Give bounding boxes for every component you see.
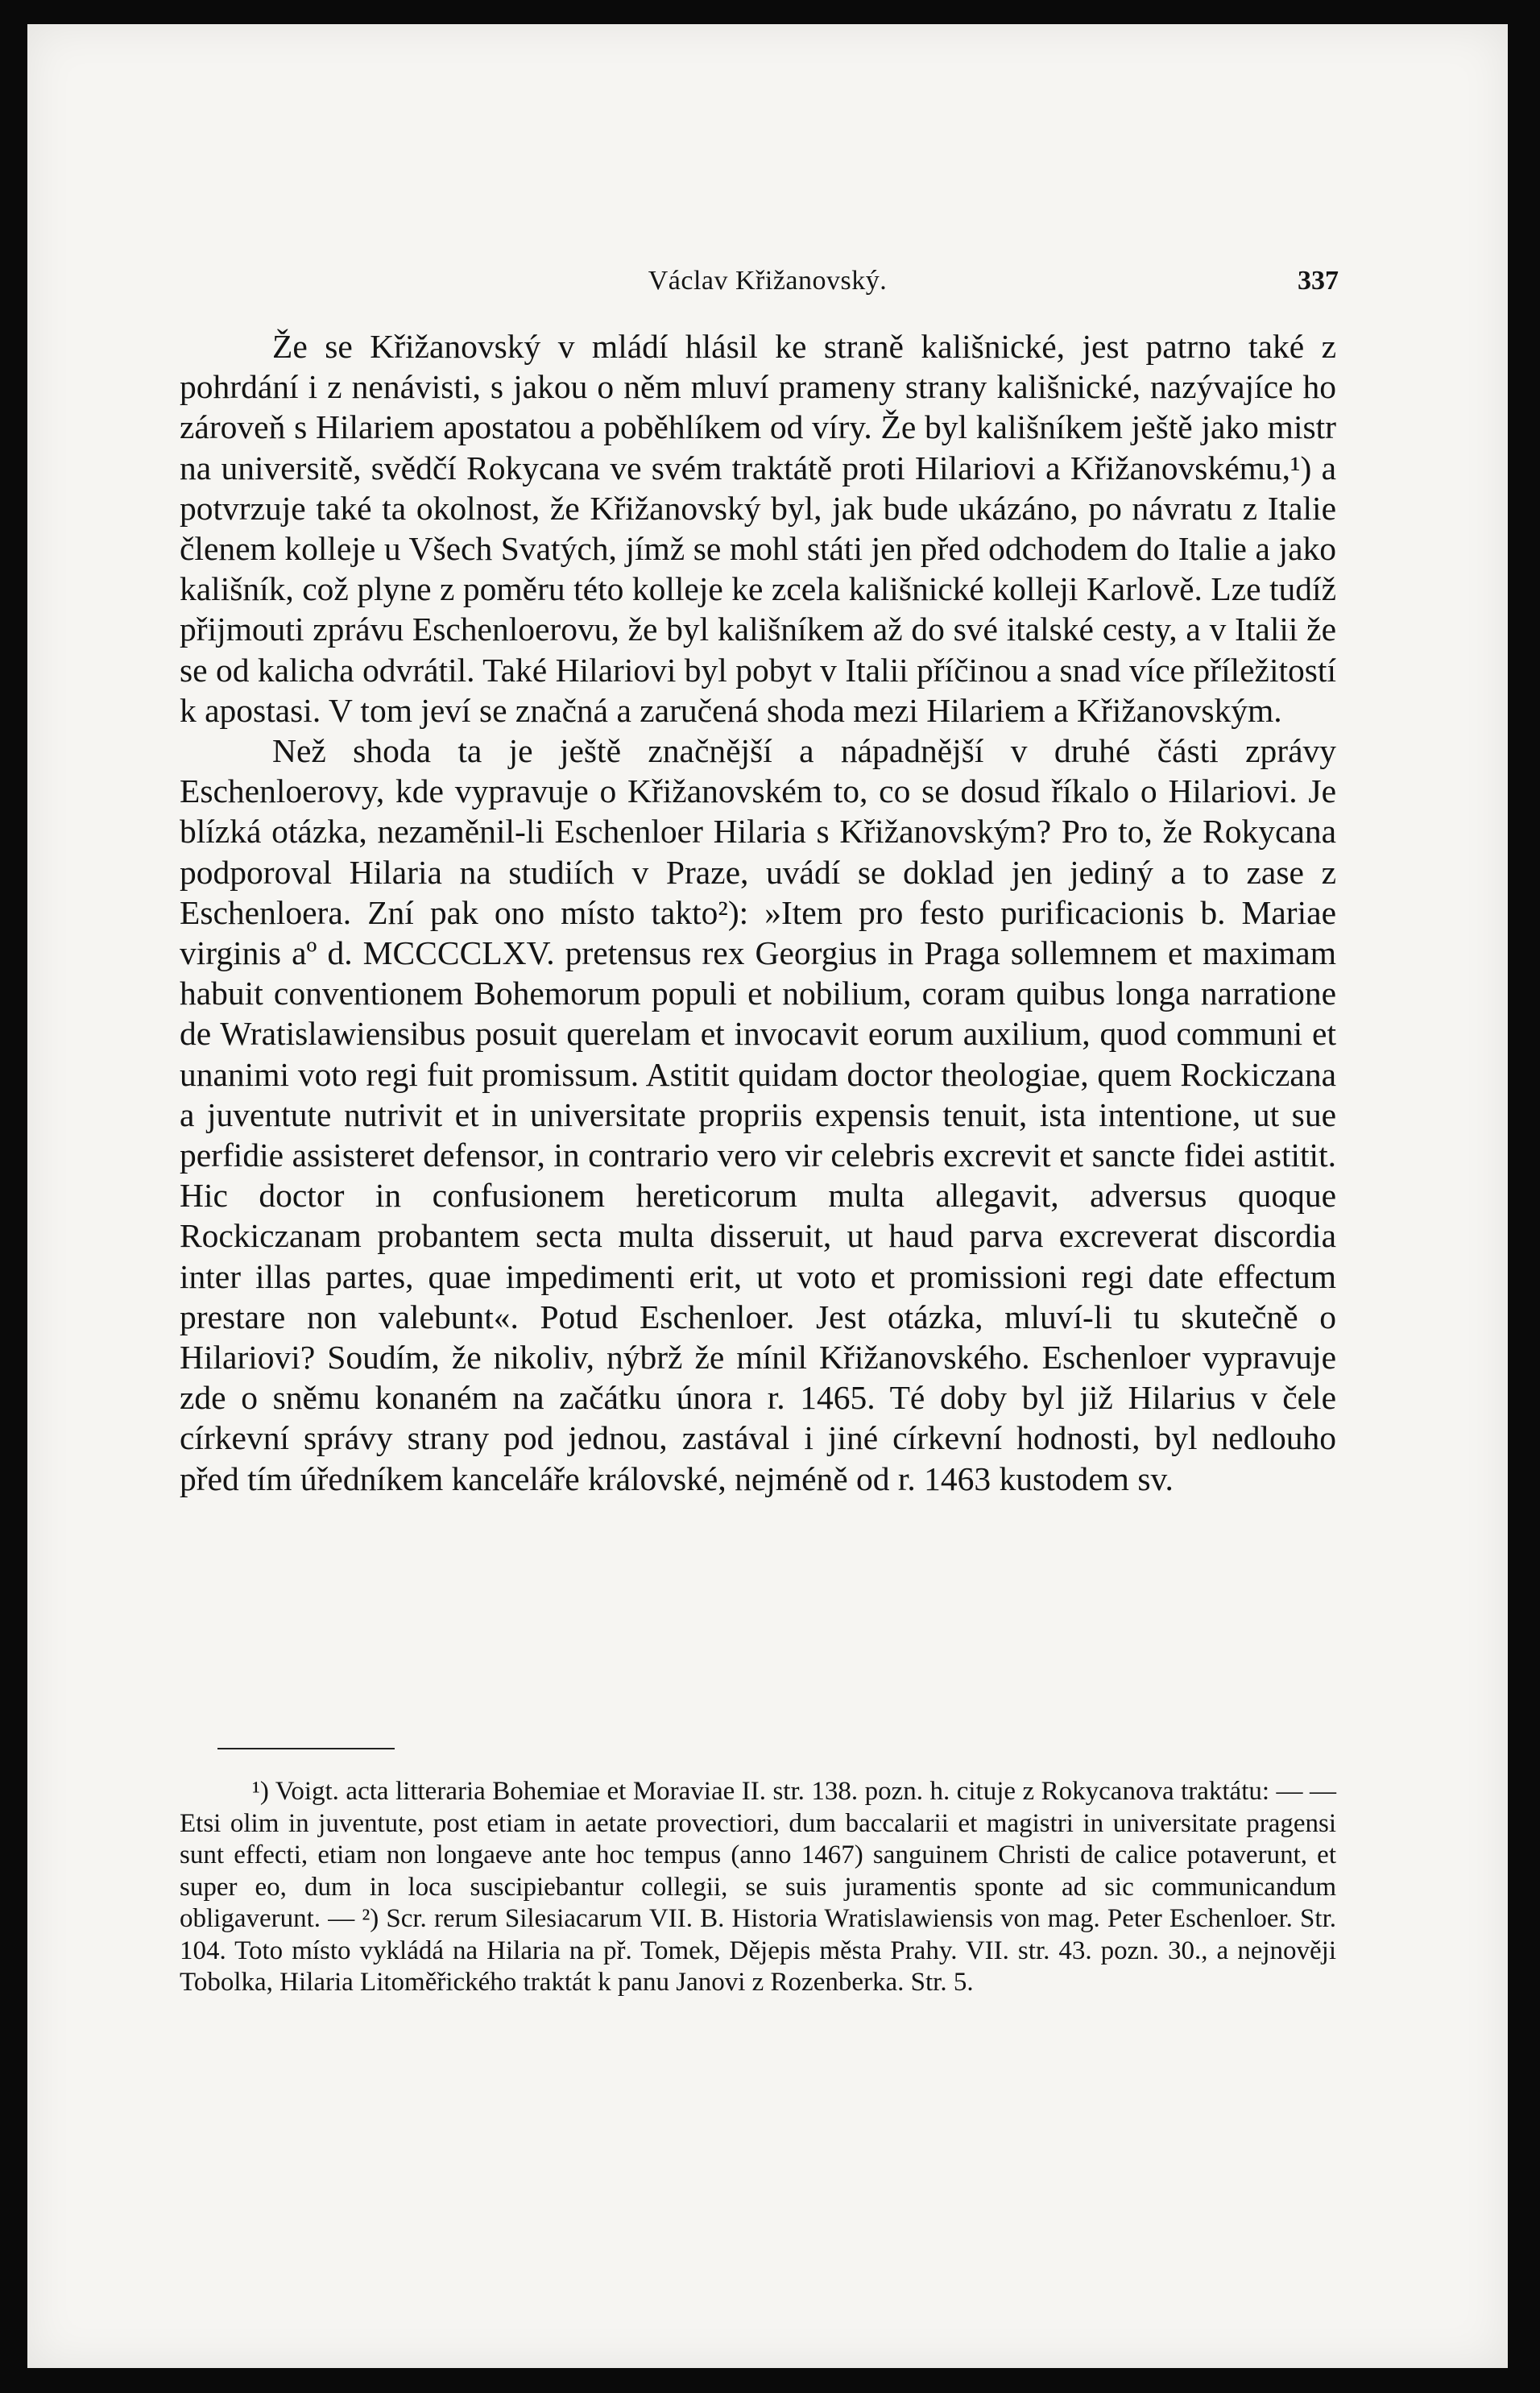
page-number: 337 bbox=[1298, 266, 1339, 296]
running-title: Václav Křižanovský. bbox=[648, 266, 888, 296]
footnote-separator bbox=[217, 1748, 395, 1749]
main-text bbox=[180, 326, 1336, 1499]
paragraph: Než shoda ta je ještě značnější a nápadnější v druhé části zprávy Eschenloerovy, kde vypravuje o Křižanovském to, co se dosud říkalo o Hilariovi. Je blízká otázka, nezaměnil-li Eschenloer Hilaria s Křižanovským? Pro to, že Rokycana podporoval Hilaria na studiích v Praze, uvádí se doklad jen jediný a to zase z Eschenloera. Zní pak ono místo takto²): »Item pro festo purificacionis b. Mariae virginis aº d. MCCCCLXV. pretensus rex Georgius in Praga sollemnem et maximam habuit conventionem Bohemorum populi et nobilium, coram quibus longa narratione de Wratislawiensibus posuit querelam et invocavit eorum auxilium, quod communi et unanimi voto regi fuit promissum. Astitit quidam doctor theologiae, quem Rockiczana a juventute nutrivit et in universitate propriis expensis tenuit, ista intentione, ut sue perfidie assisteret defensor, in contrario vero vir celebris excrevit et sancte fidei astitit. Hic doctor in confusionem hereticorum multa allegavit, adversus quoque Rockiczanam probantem secta multa disseruit, ut haud parva excreverat discordia inter illas partes, quae impedimenti erit, ut voto et promissioni regi date effectum prestare non valebunt«. Potud Eschenloer. Jest otázka, mluví-li tu skutečně o Hilariovi? Soudím, že nikoliv, nýbrž že mínil Křižanovského. Eschenloer vypravuje zde o sněmu konaném na začátku února r. 1465. Té doby byl již Hilarius v čele církevní správy strany pod jednou, zastával i jiné církevní hodnosti, byl nedlouho před tím úředníkem kanceláře královské, nejméně od r. 1463 kustodem sv. bbox=[180, 732, 1336, 1497]
paragraph: Že se Křižanovský v mládí hlásil ke straně kališnické, jest patrno také z pohrdání i z nenávisti, s jakou o něm mluví prameny strany kališnické, nazývajíce ho zároveň s Hilariem apostatou a poběhlíkem od víry. Že byl kališníkem ještě jako mistr na universitě, svědčí Rokycana ve svém traktátě proti Hilariovi a Křižanovskému,¹) a potvrzuje také ta okolnost, že Křižanovský byl, jak bude ukázáno, po návratu z Italie členem kolleje u Všech Svatých, jímž se mohl státi jen před odchodem do Italie a jako kališník, což plyne z poměru této kolleje ke zcela kališnické kolleji Karlově. Lze tudíž přijmouti zprávu Eschenloerovu, že byl kališníkem až do své italské cesty, a v Italii že se od kalicha odvrátil. Také Hilariovi byl pobyt v Italii příčinou a snad více příležitostí k apostasi. V tom jeví se značná a zaručená shoda mezi Hilariem a Křižanovským. bbox=[180, 328, 1336, 729]
page-header bbox=[27, 266, 1508, 306]
footnote-text: ¹) Voigt. acta litteraria Bohemiae et Moraviae II. str. 138. pozn. h. cituje z Rokycanova traktátu: — — Etsi olim in juventute, post etiam in aetate provectiori, dum baccalarii et magistri in universitate pragensi sunt effecti, etiam non longaeve ante hoc tempus (anno 1467) sanguinem Christi de calice potaverunt, et super eo, dum in loca suscipiebantur collegii, se suis juramentis sponte ad sic communicandum obligaverunt. — ²) Scr. rerum Silesiacarum VII. B. Historia Wratislawiensis von mag. Peter Eschenloer. Str. 104. Toto místo vykládá na Hilaria na př. Tomek, Dějepis města Prahy. VII. str. 43. pozn. 30., a nejnověji Tobolka, Hilaria Litoměřického traktát k panu Janovi z Rozenberka. Str. 5. bbox=[180, 1777, 1336, 1997]
footnotes bbox=[180, 1776, 1336, 1999]
